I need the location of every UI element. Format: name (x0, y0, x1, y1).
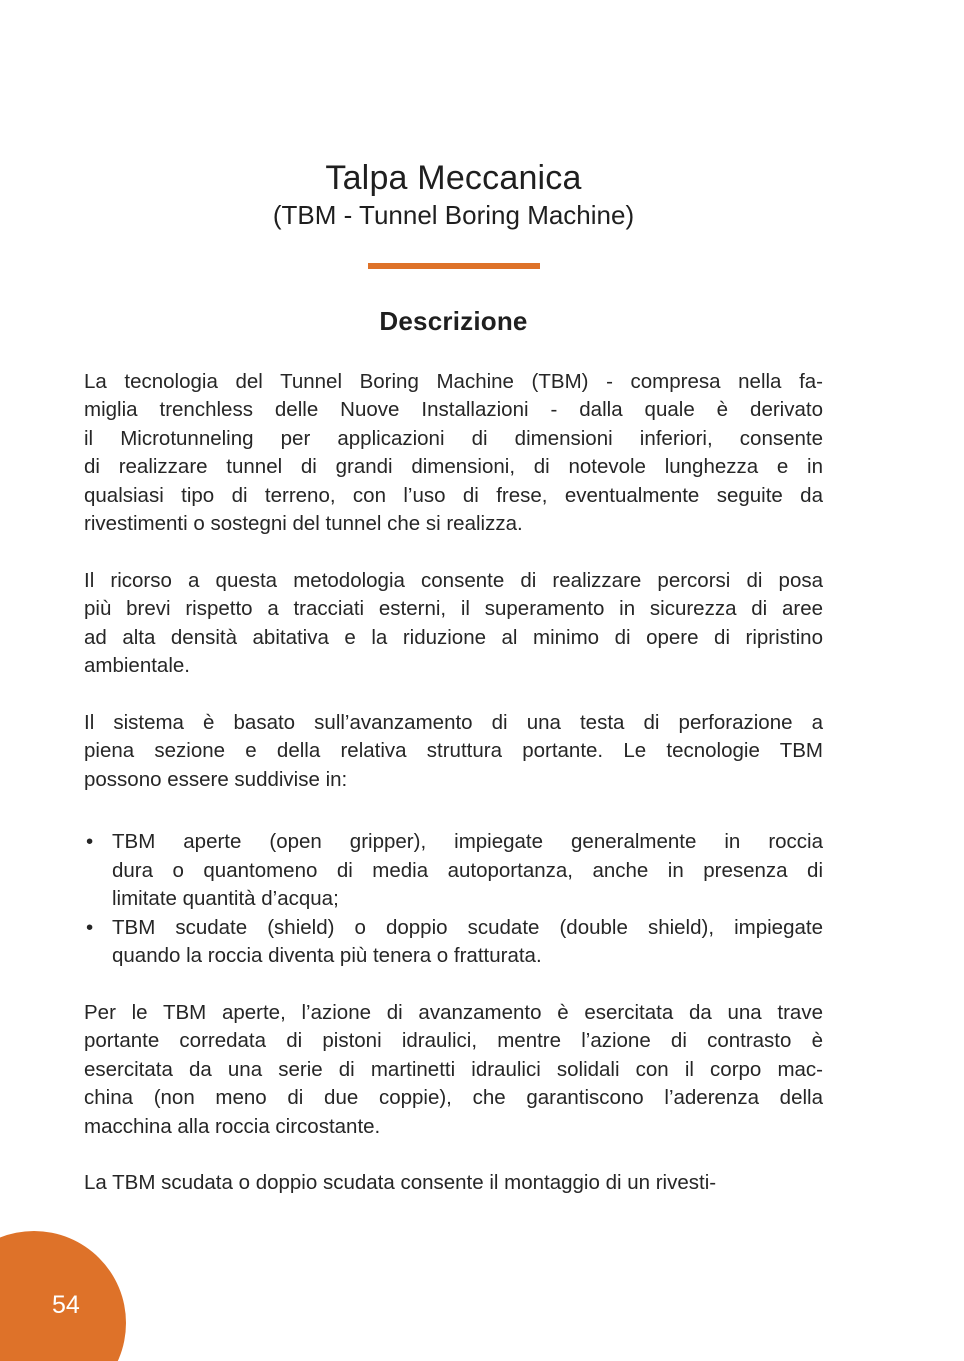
paragraph-line: TBM scudate (shield) o doppio scudate (double shield), impiegate (112, 915, 823, 939)
paragraph (84, 1169, 823, 1198)
paragraph-line: Il ricorso a questa metodologia consente di realizzare percorsi di posa (84, 568, 823, 592)
bullet-list (84, 828, 823, 971)
section-heading: Descrizione (379, 306, 528, 337)
bullet-item (84, 828, 823, 914)
paragraph (84, 999, 823, 1142)
paragraph (84, 567, 823, 681)
bullet-text (112, 828, 823, 914)
page-title: Talpa Meccanica (325, 159, 582, 197)
paragraph-line: di realizzare tunnel di grandi dimensioni, di notevole lunghezza e in (84, 455, 823, 479)
paragraph-line: il Microtunneling per applicazioni di dimensioni inferiori, consente (84, 426, 823, 450)
paragraph-line: dura o quantomeno di media autoportanza, anche in presenza di (112, 858, 823, 882)
paragraph-line: La tecnologia del Tunnel Boring Machine (TBM) - compresa nella fa- (84, 369, 823, 393)
paragraph-group-intro (84, 368, 823, 795)
paragraph-line: macchina alla roccia circostante. (84, 1114, 381, 1138)
paragraph (84, 368, 823, 539)
paragraph-line: piena sezione e della relativa struttura portante. Le tecnologie TBM (84, 739, 823, 763)
paragraph-line: quando la roccia diventa più tenera o fratturata. (112, 944, 542, 968)
bullet-icon: • (86, 915, 94, 939)
content-column (84, 0, 823, 1198)
page-number: 54 (52, 1291, 80, 1319)
paragraph-line: qualsiasi tipo di terreno, con l’uso di frese, eventualmente seguite da (84, 483, 823, 507)
paragraph-line: limitate quantità d’acqua; (112, 887, 339, 911)
body-text (84, 368, 823, 1198)
paragraph-line: ambientale. (84, 654, 190, 678)
paragraph-line: china (non meno di due coppie), che garantiscono l’aderenza della (84, 1086, 823, 1110)
title-divider (368, 263, 540, 269)
paragraph (84, 709, 823, 795)
paragraph-line: TBM aperte (open gripper), impiegate generalmente in roccia (112, 830, 823, 854)
document-header (84, 0, 823, 338)
paragraph-line: più brevi rispetto a tracciati esterni, il superamento in sicurezza di aree (84, 597, 823, 621)
paragraph-line: rivestimenti o sostegni del tunnel che si realizza. (84, 512, 523, 536)
paragraph-line: possono essere suddivise in: (84, 767, 348, 791)
paragraph-line: La TBM scudata o doppio scudata consente il montaggio di un rivesti- (84, 1171, 717, 1195)
paragraph-line: Per le TBM aperte, l’azione di avanzamento è esercitata da una trave (84, 1000, 823, 1024)
paragraph-group-detail (84, 999, 823, 1198)
bullet-item (84, 914, 823, 971)
page-subtitle: (TBM - Tunnel Boring Machine) (272, 199, 635, 230)
bullet-icon: • (86, 830, 94, 854)
paragraph-line: miglia trenchless delle Nuove Installazioni - dalla quale è derivato (84, 398, 823, 422)
paragraph-line: ad alta densità abitativa e la riduzione al minimo di opere di ripristino (84, 625, 823, 649)
bullet-text (112, 914, 823, 971)
paragraph-line: esercitata da una serie di martinetti idraulici solidali con il corpo mac- (84, 1057, 823, 1081)
paragraph-line: portante corredata di pistoni idraulici, mentre l’azione di contrasto è (84, 1029, 823, 1053)
paragraph-line: Il sistema è basato sull’avanzamento di una testa di perforazione a (84, 710, 823, 734)
